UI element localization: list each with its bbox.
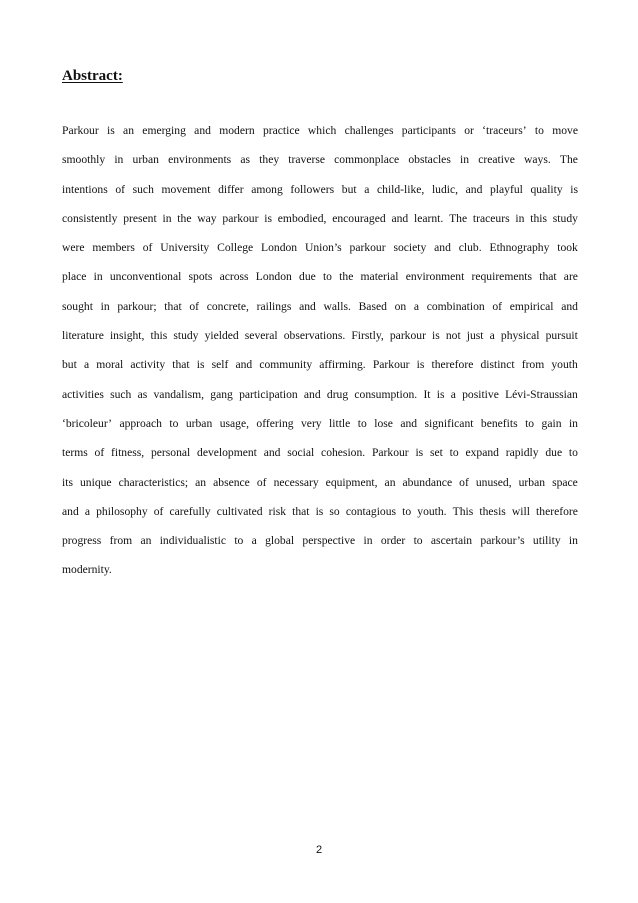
abstract-line: literature insight, this study yielded several observations. Firstly, parkour is not just a physical pursuit — [62, 329, 578, 343]
abstract-line: place in unconventional spots across London due to the material environment requirements that are — [62, 270, 578, 284]
abstract-line: consistently present in the way parkour is embodied, encouraged and learnt. The traceurs in this study — [62, 211, 578, 225]
abstract-body — [62, 116, 578, 585]
page-number: 2 — [315, 844, 323, 856]
abstract-line: progress from an individualistic to a global perspective in order to ascertain parkour’s utility in — [62, 534, 578, 548]
abstract-line: terms of fitness, personal development and social cohesion. Parkour is set to expand rapidly due to — [62, 446, 578, 460]
abstract-line: sought in parkour; that of concrete, railings and walls. Based on a combination of empirical and — [62, 299, 578, 313]
abstract-line: activities such as vandalism, gang participation and drug consumption. It is a positive Lévi-Straussian — [62, 387, 578, 401]
abstract-line: Parkour is an emerging and modern practice which challenges participants or ‘traceurs’ to move — [62, 124, 578, 137]
abstract-line: intentions of such movement differ among followers but a child-like, ludic, and playful quality is — [62, 182, 578, 196]
abstract-line: smoothly in urban environments as they traverse commonplace obstacles in creative ways. The — [62, 153, 578, 167]
abstract-heading: Abstract: — [62, 68, 123, 84]
abstract-line: but a moral activity that is self and community affirming. Parkour is therefore distinct from youth — [62, 358, 578, 372]
abstract-line: its unique characteristics; an absence of necessary equipment, an abundance of unused, urban space — [62, 475, 578, 489]
abstract-line: ‘bricoleur’ approach to urban usage, offering very little to lose and significant benefits to gain in — [62, 416, 578, 430]
abstract-line: were members of University College London Union’s parkour society and club. Ethnography took — [62, 241, 578, 255]
abstract-line: modernity. — [62, 563, 112, 577]
abstract-line: and a philosophy of carefully cultivated risk that is so contagious to youth. This thesis will therefore — [62, 504, 578, 518]
